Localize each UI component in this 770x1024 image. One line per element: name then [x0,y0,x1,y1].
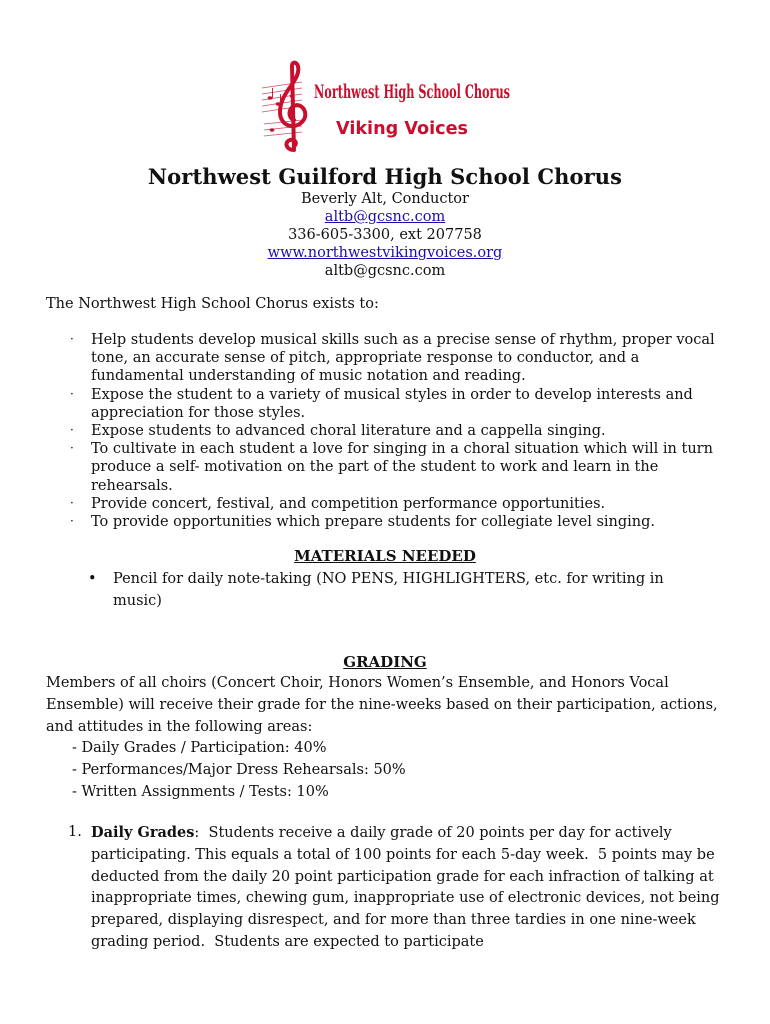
list-item-text: Help students develop musical skills such as a precise sense of rhythm, proper vocal tone, an accurate sense of pitch, appropriate response to conductor, and a fundamental understanding of music notation and reading. [91,332,715,385]
website-line [0,244,770,262]
list-item-text: Expose students to advanced choral literature and a cappella singing. [91,423,606,440]
treble-clef-icon [280,63,305,150]
chorus-logo [258,58,518,158]
logo-line-1: Northwest High School Chorus [314,81,510,103]
bullet-icon: • [88,571,97,587]
list-item [46,386,736,422]
logo-graphic [258,58,518,158]
list-item: - Daily Grades / Participation: 40% [72,740,327,756]
list-item [46,495,736,513]
bullet-icon: · [70,386,74,401]
page-title: Northwest Guilford High School Chorus [147,164,623,189]
list-item [46,440,736,495]
list-item-text: To cultivate in each student a love for singing in a choral situation which will in turn produce a self- motivation on the part of the student to work and learn in the rehearsals. [91,441,713,494]
list-item [68,822,728,954]
bullet-icon: · [70,514,74,529]
list-item [88,568,708,612]
bullet-icon: · [70,423,74,438]
purpose-intro: The Northwest High School Chorus exists to: [46,296,379,312]
purpose-list [46,331,736,531]
list-item [46,422,736,440]
grading-sections-list [68,822,728,954]
grade-breakdown-list [72,738,406,803]
materials-list [88,568,708,612]
materials-heading: MATERIALS NEEDED [294,547,476,565]
list-item [46,513,736,531]
list-item-text: Provide concert, festival, and competition performance opportunities. [91,495,606,512]
phone-line: 336-605-3300, ext 207758 [288,227,482,243]
list-item-text: Pencil for daily note-taking (NO PENS, HIGHLIGHTERS, etc. for writing in music) [113,571,664,609]
list-item: - Written Assignments / Tests: 10% [72,783,329,800]
grading-paragraph: Members of all choirs (Concert Choir, Honors Women’s Ensemble, and Honors Vocal Ensemble) will receive their grade for the nine-weeks based on their participation, actions, and attitudes in the following areas: [46,675,718,735]
email-link[interactable]: altb@gcsnc.com [324,209,446,225]
bullet-icon: · [70,441,74,456]
list-item-text: Expose the student to a variety of musical styles in order to develop interests and appreciation for those styles. [91,386,693,421]
logo-line-2: Viking Voices [336,118,468,139]
section-separator: : [194,825,200,841]
conductor-line: Beverly Alt, Conductor [301,191,469,207]
list-item: - Performances/Major Dress Rehearsals: 50% [72,761,406,778]
list-item-text: To provide opportunities which prepare students for collegiate level singing. [91,514,656,531]
section-title: Daily Grades [91,824,195,841]
bullet-icon: · [70,495,74,510]
list-item [46,331,736,386]
section-text: Students receive a daily grade of 20 points per day for actively participating. This equals a total of 100 points for each 5-day week. 5 points may be deducted from the daily 20 point participation grade for each infraction of talking at inappropriate times, chewing gum, inappropriate use of electronic devices, not being prepared, displaying disrespect, and for more than three tardies in one nine-week grading period. Students are expected to participate [91,825,725,950]
section-number: 1. [68,824,82,840]
website-link[interactable]: www.northwestvikingvoices.org [267,245,503,261]
email-link-line [0,208,770,226]
email-plain-line: altb@gcsnc.com [324,263,446,279]
grading-heading: GRADING [343,653,427,671]
bullet-icon: · [70,332,74,346]
